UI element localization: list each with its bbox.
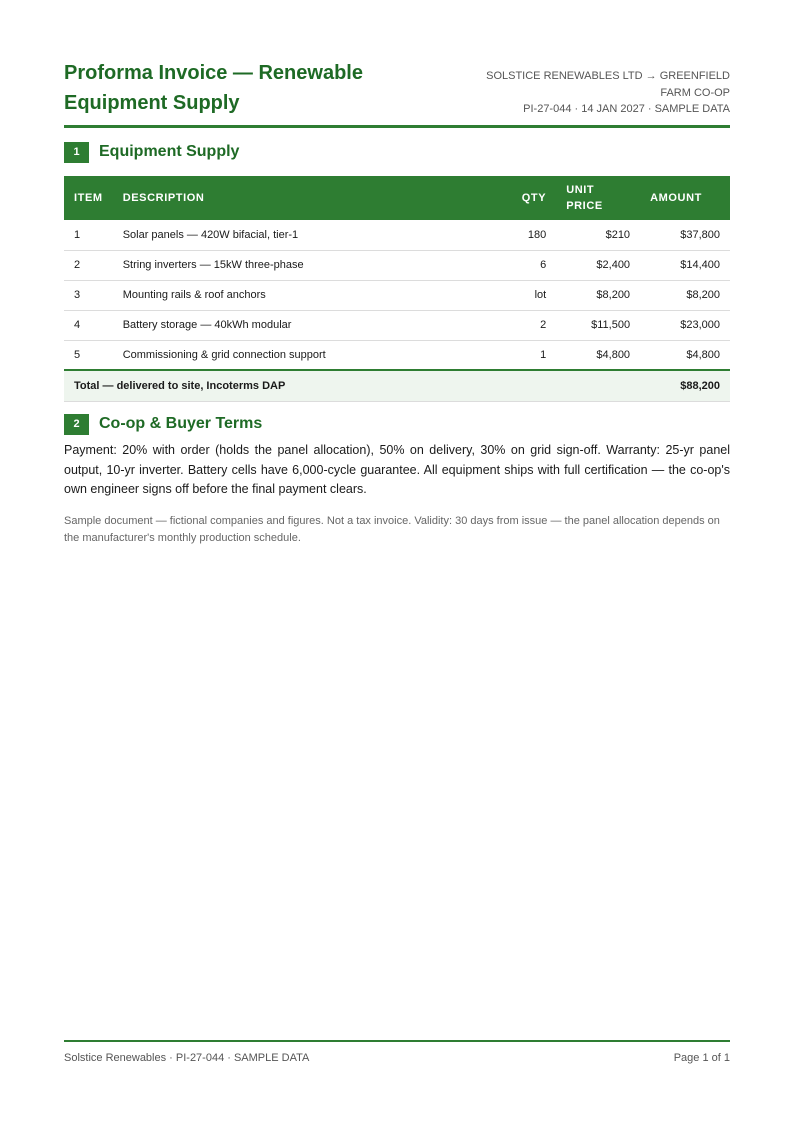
cell-unit-price: $8,200 [596, 289, 631, 301]
reference-line: PI-27-044 · 14 JAN 2027 · SAMPLE DATA [523, 103, 730, 115]
cell-unit-price: $210 [605, 228, 631, 241]
cell-item: 2 [74, 259, 81, 271]
cell-item: 5 [74, 348, 81, 361]
section-2-heading [64, 413, 262, 435]
cell-amount: $37,800 [680, 228, 720, 241]
footer-reference: Solstice Renewables · PI-27-044 · SAMPLE DATA [64, 1052, 310, 1064]
document-header [64, 58, 730, 128]
cell-amount: $14,400 [680, 259, 720, 271]
line-items-table [64, 176, 730, 402]
total-label: Total — delivered to site, Incoterms DAP [74, 379, 286, 392]
terms-paragraph: Payment: 20% with order (holds the panel allocation), 50% on delivery, 30% on grid sign-off. Warranty: 25-yr panel output, 10-yr inverter. Battery cells have 6,000-cycle guarantee. All equipment ships with full certification — the co-op's own engineer signs off before the final payment clears. [64, 443, 730, 496]
cell-unit-price: $11,500 [591, 319, 631, 331]
table-row [64, 220, 730, 250]
cell-qty: lot [534, 289, 547, 301]
document-meta [460, 68, 730, 118]
invoice-page [64, 0, 730, 1123]
cell-description: String inverters — 15kW three-phase [122, 259, 304, 271]
cell-item: 4 [74, 319, 81, 331]
cell-description: Solar panels — 420W bifacial, tier-1 [122, 228, 299, 241]
parties-line: SOLSTICE RENEWABLES LTD → GREENFIELD FARM CO-OP [486, 70, 730, 99]
section-title: Equipment Supply [99, 143, 240, 160]
cell-unit-price: $2,400 [596, 259, 631, 271]
section-1-heading [64, 141, 239, 163]
cell-item: 1 [74, 228, 81, 241]
header-divider [64, 125, 730, 128]
table-header-row [64, 176, 730, 220]
col-header-qty: QTY [521, 192, 547, 204]
cell-amount: $23,000 [680, 319, 720, 331]
page-number: Page 1 of 1 [673, 1052, 730, 1064]
cell-description: Battery storage — 40kWh modular [122, 319, 292, 331]
section-title: Co-op & Buyer Terms [99, 415, 263, 432]
cell-qty: 1 [540, 348, 547, 361]
cell-qty: 180 [527, 228, 547, 241]
cell-item: 3 [74, 289, 81, 301]
table-row [64, 280, 730, 310]
document-title: Proforma Invoice — Renewable Equipment Supply [64, 62, 363, 114]
cell-qty: 6 [540, 259, 547, 271]
cell-amount: $8,200 [686, 289, 720, 301]
cell-qty: 2 [540, 319, 547, 331]
disclaimer-note: Sample document — fictional companies and figures. Not a tax invoice. Validity: 30 days from issue — the panel allocation depends on the manufacturer's monthly production schedule. [64, 515, 720, 544]
table-body [64, 220, 730, 401]
table-row [64, 250, 730, 280]
cell-description: Mounting rails & roof anchors [122, 289, 266, 301]
section-number-badge: 1 [64, 142, 89, 163]
total-amount: $88,200 [680, 379, 720, 392]
section-number-badge: 2 [64, 414, 89, 435]
col-header-description: DESCRIPTION [122, 192, 205, 204]
footer-divider [64, 1040, 730, 1042]
cell-amount: $4,800 [686, 348, 720, 361]
cell-unit-price: $4,800 [596, 348, 631, 361]
table-row [64, 310, 730, 340]
col-header-unit-price: UNIT PRICE [566, 184, 603, 212]
table-row [64, 340, 730, 370]
col-header-amount: AMOUNT [650, 192, 702, 204]
cell-description: Commissioning & grid connection support [122, 348, 326, 361]
total-row [64, 370, 730, 401]
col-header-item: ITEM [74, 192, 103, 204]
